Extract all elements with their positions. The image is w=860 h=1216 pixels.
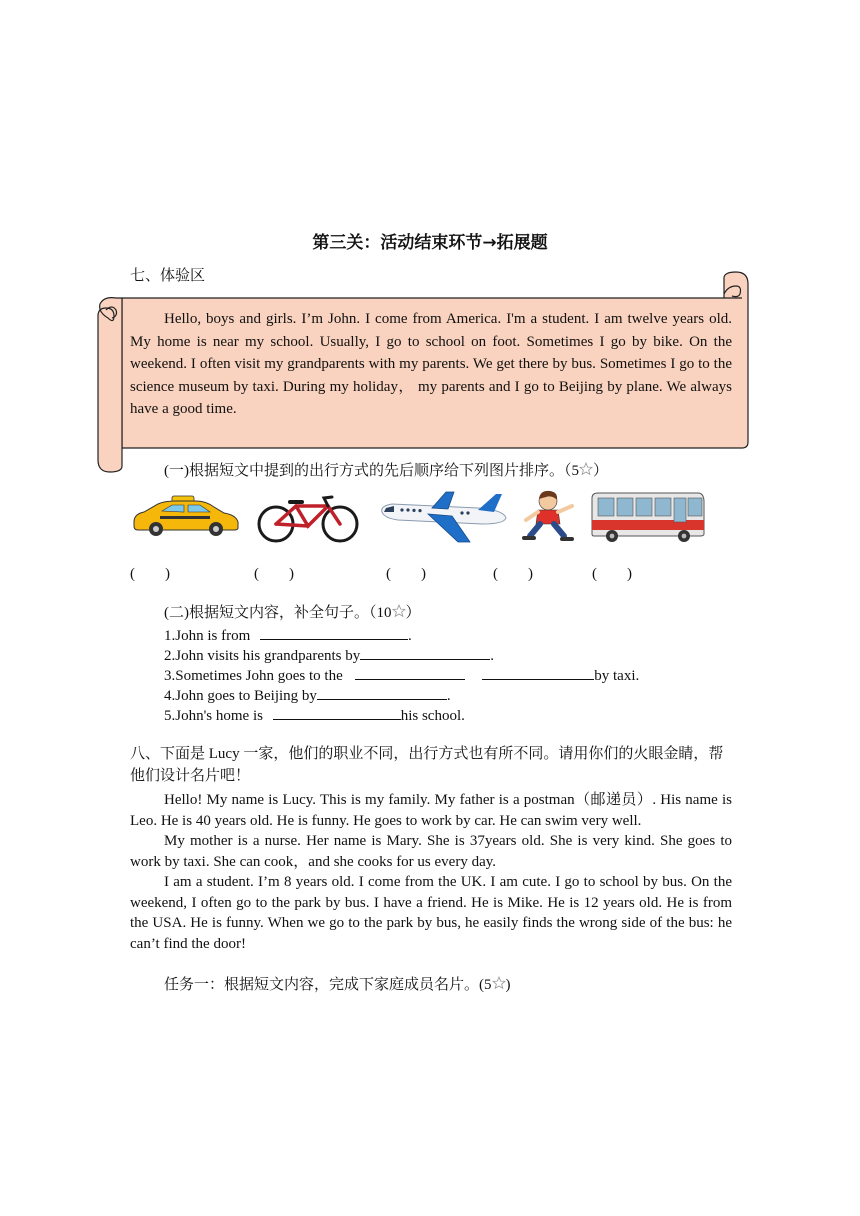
scroll-passage xyxy=(130,308,732,421)
family-passage xyxy=(130,790,732,954)
sentence-3-text: 3.Sometimes John goes to the xyxy=(164,668,343,684)
sentence-2-end: . xyxy=(490,648,494,664)
section-8-intro: 八、下面是 Lucy 一家，他们的职业不同，出行方式也有所不同。请用你们的火眼金睛，帮他们设计名片吧！ xyxy=(130,746,724,784)
answer-bracket-5[interactable]: ( ) xyxy=(592,566,632,582)
sentence-3-end: by taxi. xyxy=(594,668,640,684)
part2-prefix: (二)根据短文内容，补全句子。（10 xyxy=(164,605,392,621)
star-icon xyxy=(392,604,406,618)
sentence-1-end: . xyxy=(408,628,412,644)
blank-2[interactable] xyxy=(360,645,490,660)
bicycle-icon xyxy=(252,494,364,544)
blank-1[interactable] xyxy=(260,625,408,640)
answer-bracket-1[interactable]: ( ) xyxy=(130,566,170,582)
page-title: 第三关：活动结束环节→拓展题 xyxy=(312,233,548,253)
task-1-prefix: 任务一：根据短文内容，完成下家庭成员名片。(5 xyxy=(164,977,492,993)
part2-instruction xyxy=(164,601,421,622)
answer-bracket-4[interactable]: ( ) xyxy=(493,566,533,582)
taxi-icon xyxy=(130,492,242,538)
paragraph-lucy: I am a student. I’m 8 years old. I come from the UK. I am cute. I go to school by bus. On the weekend, I often go to the park by bus. I have a friend. He is Mike. He is 12 years old. He is from the USA. He is funny. When we go to the park by bus, he easily finds the wrong side of the bus: he can’t find the door! xyxy=(130,874,732,952)
sentence-4-end: . xyxy=(446,688,451,704)
part1-prefix: (一)根据短文中提到的出行方式的先后顺序给下列图片排序。（5 xyxy=(164,463,579,479)
sentence-1-text: 1.John is from xyxy=(164,628,251,644)
sentence-5-text: 5.John's home is xyxy=(164,708,263,724)
answer-bracket-3[interactable]: ( ) xyxy=(386,566,426,582)
paragraph-mother: My mother is a nurse. Her name is Mary. She is 37years old. She is very kind. She goes to work by taxi. She can cook，and she cooks for us every day. xyxy=(130,833,732,870)
star-icon xyxy=(492,976,506,990)
task-1-instruction xyxy=(164,973,511,994)
answer-bracket-2[interactable]: ( ) xyxy=(254,566,294,582)
star-icon xyxy=(579,462,593,476)
part2-suffix: ） xyxy=(405,605,421,621)
boy-walking-icon xyxy=(520,490,580,544)
section-7-label: 七、体验区 xyxy=(130,268,206,284)
airplane-icon xyxy=(378,488,510,544)
sentence-3 xyxy=(164,665,639,685)
sentence-4-text: 4.John goes to Beijing by xyxy=(164,688,317,704)
sentence-2 xyxy=(164,645,494,665)
task-1-suffix: ) xyxy=(505,977,511,993)
blank-5[interactable] xyxy=(273,705,401,720)
bus-icon xyxy=(588,490,708,544)
passage-text: Hello, boys and girls. I’m John. I come from America. I'm a student. I am twelve years old. My home is near my school. Usually, I go to school on foot. Sometimes I go by bike. On the weekend. I often visit my grandparents with my parents. We get there by bus. Sometimes I go to the science museum by taxi. During my holiday， my parents and I go to Beijing by plane. We always have a good time. xyxy=(130,311,732,417)
paragraph-father: Hello! My name is Lucy. This is my family. My father is a postman（邮递员）. His name is Leo. He is 40 years old. He is funny. He goes to work by car. He can swim very well. xyxy=(130,792,732,829)
blank-3b[interactable] xyxy=(482,665,594,680)
sentence-1 xyxy=(164,625,412,645)
sentence-5 xyxy=(164,705,465,725)
part1-suffix: ） xyxy=(593,463,609,479)
sentence-5-end: his school. xyxy=(400,708,465,724)
blank-3a[interactable] xyxy=(355,665,465,680)
part1-instruction xyxy=(164,459,608,480)
blank-4[interactable] xyxy=(317,685,447,700)
sentence-2-text: 2.John visits his grandparents by xyxy=(164,648,361,664)
sentence-4 xyxy=(164,685,451,705)
